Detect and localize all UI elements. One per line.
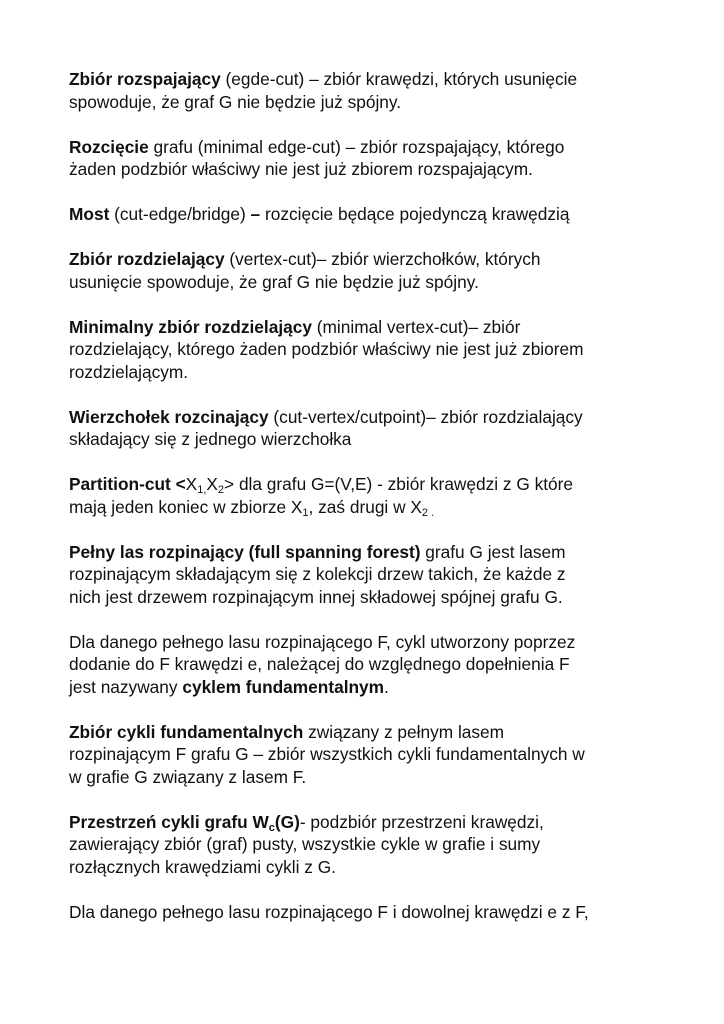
text-run: dodanie do F krawędzi e, należącej do względnego dopełnienia F <box>69 654 570 674</box>
text-line <box>69 631 669 654</box>
text-line <box>69 496 669 519</box>
text-run: Dla danego pełnego lasu rozpinającego F i dowolnej krawędzi e z F, <box>69 901 589 922</box>
text-run: nich jest drzewem rozpinającym innej składowej spójnej grafu G. <box>69 586 563 607</box>
text-line <box>69 833 669 856</box>
text-line <box>69 856 669 879</box>
document-page <box>69 68 669 946</box>
text-line <box>69 721 669 744</box>
paragraph <box>69 248 669 293</box>
text-line <box>69 473 669 496</box>
bold-term: – <box>250 204 261 224</box>
text-line <box>69 248 669 271</box>
subscript-text: 2 . <box>421 506 435 519</box>
text-run: , zaś drugi w X <box>308 496 422 517</box>
bold-term: cyklem fundamentalnym <box>182 676 385 697</box>
text-run: (cut-vertex/cutpoint)– zbiór rozdzialający <box>268 406 583 427</box>
text-line <box>69 91 669 114</box>
bold-term: (G) <box>274 811 300 832</box>
paragraph <box>69 406 669 451</box>
paragraph <box>69 901 669 924</box>
text-run: rozdzielający, którego żaden podzbiór właściwy nie jest już zbiorem <box>69 339 584 359</box>
text-line <box>69 743 669 766</box>
subscript-text: 2 <box>217 484 225 496</box>
text-line <box>69 586 669 609</box>
text-run: składający się z jednego wierzchołka <box>69 429 352 449</box>
text-line <box>69 676 669 699</box>
text-line <box>69 428 669 451</box>
text-run: w grafie G związany z lasem F. <box>69 766 307 787</box>
text-line <box>69 271 669 294</box>
text-line <box>69 316 669 339</box>
text-run: - podzbiór przestrzeni krawędzi, <box>299 811 544 832</box>
text-run: . <box>384 676 389 697</box>
paragraph <box>69 203 669 226</box>
text-run: grafu (minimal edge-cut) – zbiór rozspajający, którego <box>148 136 565 157</box>
text-line <box>69 406 669 429</box>
text-run: zawierający zbiór (graf) pusty, wszystkie cykle w grafie i sumy <box>69 834 541 854</box>
text-run: jest nazywany <box>69 676 183 697</box>
text-line <box>69 136 669 159</box>
text-run: rozpinającym składającym się z kolekcji drzew takich, że każde z <box>69 564 566 584</box>
paragraph <box>69 811 669 879</box>
text-line <box>69 338 669 361</box>
text-line <box>69 541 669 564</box>
text-line <box>69 811 669 834</box>
text-run: mają jeden koniec w zbiorze X <box>69 496 303 517</box>
bold-term: Zbiór cykli fundamentalnych <box>69 721 304 742</box>
text-run: (egde-cut) – zbiór krawędzi, których usunięcie <box>220 69 578 89</box>
paragraph <box>69 316 669 384</box>
text-line <box>69 158 669 181</box>
text-run: X <box>185 474 198 494</box>
bold-term: Rozcięcie <box>69 136 149 157</box>
bold-term: Minimalny zbiór rozdzielający <box>69 316 312 337</box>
bold-term: Zbiór rozspajający <box>69 69 221 89</box>
text-line <box>69 901 669 924</box>
bold-term: Wierzchołek rozcinający <box>69 406 269 427</box>
text-line <box>69 563 669 586</box>
text-run: X <box>206 474 218 494</box>
paragraph <box>69 136 669 181</box>
text-line <box>69 361 669 384</box>
text-run: Dla danego pełnego lasu rozpinającego F, cykl utworzony poprzez <box>69 631 576 652</box>
text-run: spowoduje, że graf G nie będzie już spójny. <box>69 91 402 112</box>
bold-term: Zbiór rozdzielający <box>69 249 225 269</box>
bold-term: Most <box>69 204 110 224</box>
text-run: rozcięcie będące pojedynczą krawędzią <box>260 204 570 224</box>
subscript-text: 1, <box>197 484 207 496</box>
text-run: rozdzielającym. <box>69 361 189 382</box>
bold-term: Przestrzeń cykli grafu W <box>69 811 269 832</box>
text-run: (vertex-cut)– zbiór wierzchołków, których <box>224 249 541 269</box>
text-line <box>69 653 669 676</box>
paragraph <box>69 473 669 518</box>
text-line <box>69 766 669 789</box>
paragraph <box>69 631 669 699</box>
text-run: rozpinającym F grafu G – zbiór wszystkich cykli fundamentalnych w <box>69 744 585 764</box>
text-run: rozłącznych krawędziami cykli z G. <box>69 856 336 877</box>
subscript-text: 1 <box>302 506 309 519</box>
bold-term: Pełny las rozpinający (full spanning forest) <box>69 541 421 562</box>
text-run: żaden podzbiór właściwy nie jest już zbiorem rozspajającym. <box>69 159 533 179</box>
text-line <box>69 68 669 91</box>
text-line <box>69 203 669 226</box>
text-run: (cut-edge/bridge) <box>109 204 251 224</box>
text-run: (minimal vertex-cut)– zbiór <box>311 316 521 337</box>
paragraph <box>69 541 669 609</box>
text-run: grafu G jest lasem <box>420 541 566 562</box>
text-run: związany z pełnym lasem <box>303 721 505 742</box>
paragraph <box>69 721 669 789</box>
bold-term: Partition-cut < <box>69 474 186 494</box>
paragraph <box>69 68 669 113</box>
text-run: usunięcie spowoduje, że graf G nie będzie już spójny. <box>69 271 479 292</box>
text-run: > dla grafu G=(V,E) - zbiór krawędzi z G które <box>224 474 574 494</box>
subscript-text: c <box>268 821 275 834</box>
